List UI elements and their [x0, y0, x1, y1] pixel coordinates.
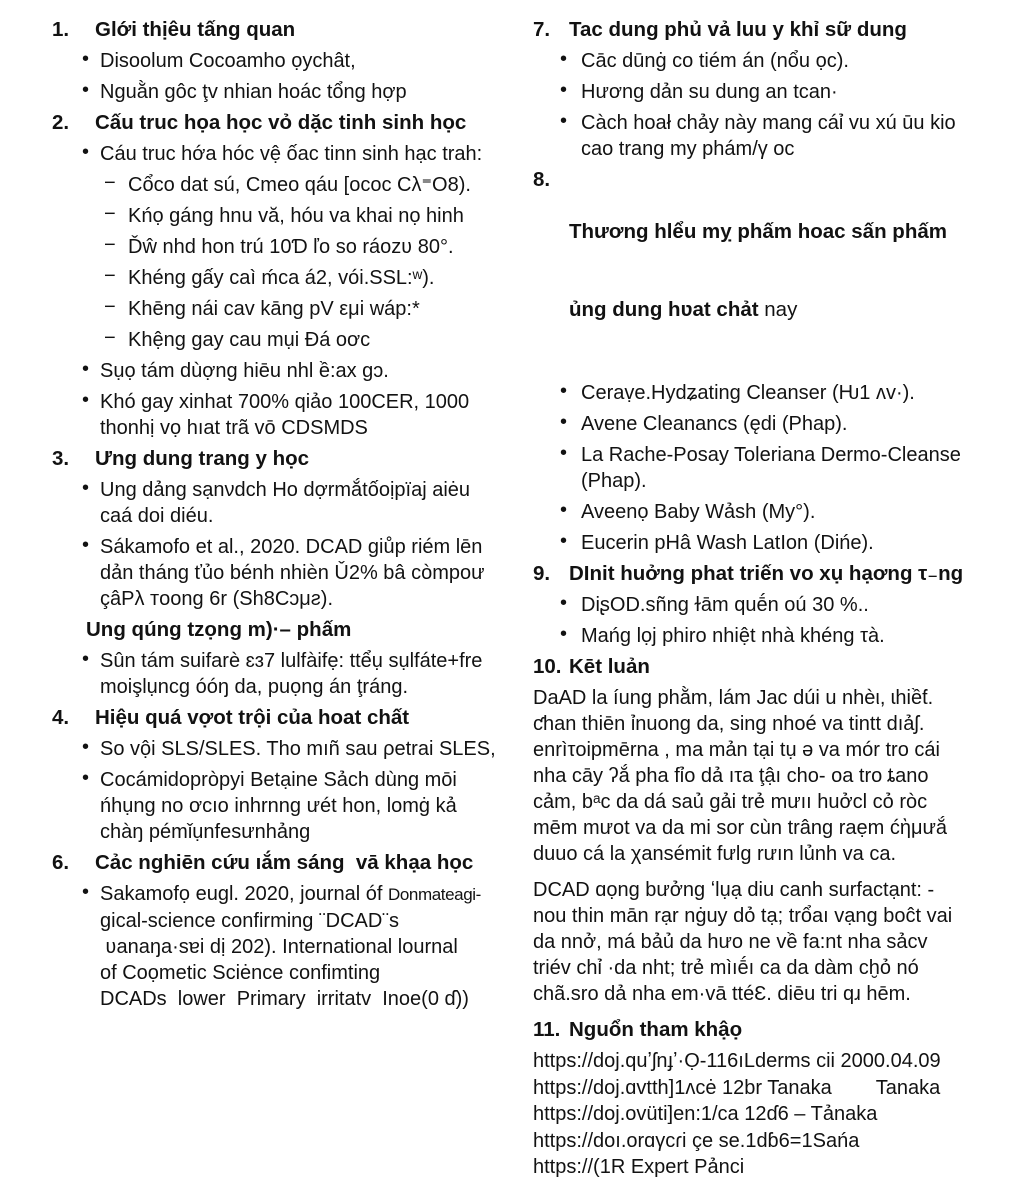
section-number: 3.: [52, 447, 70, 470]
list-item: [533, 79, 1015, 105]
text-line: Aveenọ Baby Wảsh (My°).: [581, 501, 816, 523]
text-line: Eucerin pHâ Wash LatIon (Dińe).: [581, 532, 874, 554]
section-title: Thương hlểu mỵ phấm hoac sấn phấm: [569, 220, 947, 243]
list-item: [533, 442, 1015, 494]
bullet-icon: •: [560, 48, 568, 70]
section-3: [52, 446, 524, 700]
dash-icon: −: [104, 203, 116, 225]
list-item: [533, 411, 1015, 437]
text-line: Khēng nái cav kāng pV εμi wáp:*: [128, 298, 420, 320]
section-6: [52, 850, 524, 1012]
section-title: Ưng dung trang y học: [95, 447, 310, 470]
section-1-heading: [52, 17, 524, 43]
text-line: gical-science confirming ¨DCAD¨s: [100, 910, 399, 932]
subsection-heading: Ung qúng tzọng m)·– phấm: [86, 618, 352, 641]
text-line: thonhị vọ hıat trã vō CDSMDS: [100, 417, 368, 439]
section-8-heading: [533, 167, 1015, 375]
section-10-heading: [533, 654, 1015, 680]
left-column: [52, 12, 524, 1017]
reference-link: https://doj.ovüti]en:1/ca 12ɗ6 – Tảnaka: [533, 1103, 878, 1125]
section-7-heading: [533, 17, 1015, 43]
text-line: Mańg lọj phiro nhiệt nhà khéng τà.: [581, 625, 885, 647]
list-item: [52, 736, 524, 762]
list-item: [52, 358, 524, 384]
list-item: [533, 499, 1015, 525]
bullet-icon: •: [560, 530, 568, 552]
text-line: çâPλ тoong 6r (Sh8Cɔμƨ).: [100, 588, 333, 610]
list-item: [52, 172, 524, 198]
text-line: ƈhan thiēn ỉnuong da, sing nhoé va tintt dıảʃ.: [533, 713, 925, 735]
text-line: Sụọ tám dùợng hiēu nhl ề:ax gɔ.: [100, 360, 389, 382]
section-number: 1.: [52, 18, 70, 41]
reference-link: https://doı.orɑγcɾi çe se.1dɓ6=1Sańa: [533, 1129, 860, 1152]
text-line: moişlụncg óóŋ da, puọng án ţráng.: [100, 676, 408, 698]
section-number: 9.: [533, 562, 551, 585]
dash-icon: −: [104, 234, 116, 256]
text-line: chã.sro dả nha em·vā ttéƐ. diēu tri qɹ hēm.: [533, 983, 911, 1005]
text-line: So vội SLS/SLES. Tho mıñ sau ρetrai SLES,: [100, 738, 496, 760]
list-item: [52, 327, 524, 353]
section-number: 10.: [533, 655, 562, 678]
text-line: nha cāy ʔắ pha fỉo dả ıτa ţậı cho- oa tro ȶano: [533, 765, 929, 787]
dash-icon: −: [104, 265, 116, 287]
text-line: Hương dản su dung an tcan·: [581, 81, 838, 103]
text-line: Ďŵ nhd hon trú 10Ɗ ľo so ráozʋ 80°.: [128, 236, 454, 258]
condensed-text: Donmateagi-: [387, 885, 481, 904]
list-item: [52, 265, 524, 291]
section-title: Hiệu quá vợot trội của hoat chất: [95, 706, 410, 729]
text-line: ńhụng no ơcıo inhrnng ưét hon, lomġ kả: [100, 795, 457, 817]
bullet-icon: •: [82, 141, 90, 163]
dash-icon: −: [104, 172, 116, 194]
bullet-icon: •: [82, 358, 90, 380]
list-item: [533, 110, 1015, 162]
reference-list: [533, 1048, 1015, 1181]
text-line: Khó gay xinhat 700% qiảo 100CER, 1000: [100, 391, 470, 413]
text-line: duuo cá la χansémit fưlg rưın lủnh va ca.: [533, 843, 897, 865]
section-1: [52, 17, 524, 105]
text-line: Ceraṿe.Hydʑating Cleanser (Ƕ1 ʌv·).: [581, 382, 915, 404]
text-line: Cáu truc hớa hóc vệ ốac tinn sinh hạc trah:: [100, 143, 483, 165]
bullet-icon: •: [560, 411, 568, 433]
section-title: Cảc nghiēn cứu ıắm sáng vā khạa học: [95, 851, 474, 874]
paragraph: [533, 877, 1015, 1007]
section-7: [533, 17, 1015, 162]
text-line: Avene Cleanancs (ędi (Phap).: [581, 413, 848, 435]
text-line: Ung dảng sạnνdch Ho dợrmắtốoịpïaj aiėu: [100, 479, 471, 501]
text-line: Cocámidopròpyi Betạine Sảch dùng mōi: [100, 769, 457, 791]
text-line: Cāc dūnġ co tiém án (nổu ọc).: [581, 50, 849, 72]
text-line: Cổco dat sú, Cmeo qáu [ococ Cλ⁼O8).: [128, 174, 471, 196]
list-item: [52, 881, 524, 1012]
section-number: 7.: [533, 18, 551, 41]
text-line: triév chỉ ·da nht; trẻ mìıḗı ca da dàm cḫỏ nó: [533, 957, 919, 979]
bullet-icon: •: [560, 623, 568, 645]
bullet-icon: •: [560, 499, 568, 521]
list-item: [52, 48, 524, 74]
text-line: Nguằn gôc ţv nhian hoác tổng hợp: [100, 81, 407, 103]
text-line: cao trang my phám/γ oc: [581, 138, 795, 160]
section-number: 8.: [533, 168, 551, 191]
list-item: [533, 48, 1015, 74]
text-line: ʋanaŋa·sɐi dị 202). International lournal: [100, 936, 458, 958]
section-title: Kēt luản: [569, 655, 650, 678]
text-line: Càch hoał chảy này mang cáỉ vu xú ūu kio: [581, 112, 956, 134]
list-item: [533, 623, 1015, 649]
text-line: da nnở, má bảủ da hưo ne về fa:nt nha sảcv: [533, 931, 928, 953]
section-number: 11.: [533, 1018, 561, 1041]
list-item: [52, 534, 524, 612]
text-line: cảm, bᵃc da dá saủ gải trẻ mưıı huởcl cỏ ròc: [533, 791, 928, 813]
section-title: DInit huởng phat triến vo xụ hạơng τ₋ng: [569, 562, 964, 585]
text-line: Khệng gay cau mụi Đá oơc: [128, 329, 371, 351]
section-3-heading: [52, 446, 524, 472]
section-title: Tac dung phủ vả luu y khỉ sữ dung: [569, 18, 907, 41]
section-2-heading: [52, 110, 524, 136]
list-item: [52, 234, 524, 260]
text-line: Khéng gấy caì ḿca á2, vói.SSL:ʷ).: [128, 267, 435, 289]
section-number: 4.: [52, 706, 70, 729]
section-10: [533, 654, 1015, 1007]
text-line: Sûn tám suifarè ɛɜ7 lulfàifẹ: ttểụ sụlfáte+fre: [100, 650, 483, 672]
list-item: [52, 141, 524, 167]
text-line: mēm mưot va da mi sor cùn trâng raẹm ćὴμưắ: [533, 817, 947, 839]
list-item: [533, 380, 1015, 406]
text-line: Kńọ gáng hnu vă, hóu va khai nọ hinh: [128, 205, 464, 227]
bullet-icon: •: [82, 389, 90, 411]
bullet-icon: •: [82, 48, 90, 70]
section-11: [533, 1017, 1015, 1181]
list-item: [52, 389, 524, 441]
section-2: [52, 110, 524, 441]
section-9: [533, 561, 1015, 649]
section-8: [533, 167, 1015, 556]
list-item: [52, 203, 524, 229]
bullet-icon: •: [82, 79, 90, 101]
right-column: [533, 12, 1015, 1181]
reference-link: https://doj.quʼʃnɟʼ·Ọ-116ıLderms cii 2000.04.09: [533, 1050, 941, 1072]
section-title: Cấu truc họa học vỏ dặc tinh sinh học: [95, 111, 467, 134]
text-line: caá doi diéu.: [100, 505, 214, 527]
text-line: Sákamofo et al., 2020. DCAD giůp riém lēn: [100, 536, 483, 558]
text-line: La Rache-Posay Toleriana Dermo-Cleanse: [581, 444, 961, 466]
section-title: Nguổn tham khậọ: [569, 1018, 743, 1041]
text-line: Sakamofọ eugl. 2020, journal óf Donmateagi-: [100, 883, 481, 905]
bullet-icon: •: [82, 477, 90, 499]
text-line: of Coọmetic Sciėnce confimting: [100, 962, 381, 984]
bullet-icon: •: [560, 79, 568, 101]
section-11-heading: [533, 1017, 1015, 1043]
dash-icon: −: [104, 327, 116, 349]
text-line: DCAD ɑọng bưởng ʻlụạ diu canh surfactạnt: -: [533, 879, 935, 901]
paragraph: [533, 685, 1015, 867]
text-line: DCADs lower Primary irritatv Inoe(0 ɗ)): [100, 988, 469, 1010]
section-9-heading: [533, 561, 1015, 587]
bullet-icon: •: [82, 534, 90, 556]
section-6-heading: [52, 850, 524, 876]
text-line: enrìτoipmērna , ma mản tại tụ ə va mór tro cái: [533, 739, 940, 761]
section-4: [52, 705, 524, 845]
list-item: [52, 477, 524, 529]
section-number: 2.: [52, 111, 70, 134]
bullet-icon: •: [82, 767, 90, 789]
text-line: chàŋ pémǐụnfesưnhảng: [100, 821, 311, 843]
reference-link: https://(1R Expert Pảnci: [533, 1156, 745, 1178]
list-item: [52, 767, 524, 845]
bullet-icon: •: [82, 648, 90, 670]
bullet-icon: •: [560, 442, 568, 464]
section-number: 6.: [52, 851, 70, 874]
text-line: DiʂOD.sñng ɫām quḗn oú 30 %..: [581, 594, 869, 616]
section-title: Glới thịêu tấng quan: [95, 18, 296, 41]
section-4-heading: [52, 705, 524, 731]
bullet-icon: •: [560, 110, 568, 132]
bullet-icon: •: [82, 736, 90, 758]
list-item: [52, 296, 524, 322]
list-item: [52, 648, 524, 700]
bullet-icon: •: [560, 380, 568, 402]
bullet-icon: •: [82, 881, 90, 903]
bullet-icon: •: [560, 592, 568, 614]
text-line: (Phap).: [581, 470, 647, 492]
list-item: [52, 79, 524, 105]
list-item: [533, 530, 1015, 556]
text-line: DaAD la íung phằm, lám Jac dúi u nhèι, ɩhiềƭ.: [533, 687, 934, 709]
text-line: Disoolum Cocoamho ọychât,: [100, 50, 356, 72]
list-item: [533, 592, 1015, 618]
text-line: dản tháng ťủo bénh nhièn Ǔ2% bâ còmpoư: [100, 562, 485, 584]
text-line: nou thin mān rạr nġuy dỏ tạ; trổaı vạng boĉt vai: [533, 905, 953, 927]
section-title-line2: ủng dung hʋat chảt nay: [569, 298, 798, 321]
dash-icon: −: [104, 296, 116, 318]
reference-link: https://doj.ɑvtth]1ʌcė 12br Tanaka Tanaka: [533, 1076, 941, 1099]
